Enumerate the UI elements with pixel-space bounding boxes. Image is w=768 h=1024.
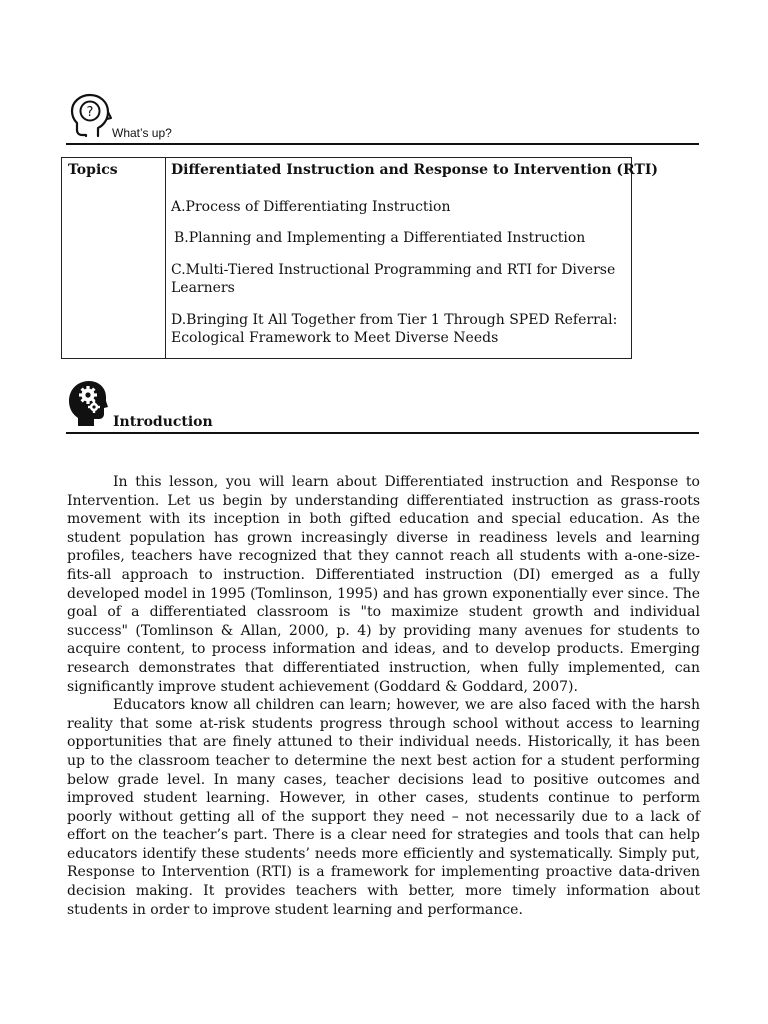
whatsup-label: What’s up? <box>112 126 172 140</box>
paragraph-2: Educators know all children can learn; however, we are also faced with the harsh reality that some at-risk students progress through school without access to learning opportunities that are finely attuned to their individual needs. Historically, it has been up to the classroom teacher to determine the next best action for a student performing below grade level. In many cases, teacher decisions lead to positive outcomes and improved student learning. However, in other cases, students continue to perform poorly without getting all of the support they need – not necessarily due to a lack of effort on the teacher’s part. There is a clear need for strategies and tools that can help educators identify these students’ needs more efficiently and systematically. Simply put, Response to Intervention (RTI) is a framework for implementing proactive data-driven decision making. It provides teachers with better, more timely information about students in order to improve student learning and performance. <box>67 697 700 918</box>
topic-item-c: C.Multi-Tiered Instructional Programming and RTI for Diverse Learners <box>171 262 616 296</box>
topic-item-b: B.Planning and Implementing a Differentiated Instruction <box>174 230 586 246</box>
head-gears-icon <box>68 379 108 427</box>
head-question-icon <box>68 92 112 138</box>
table-column-divider <box>165 158 166 358</box>
topic-item-d: D.Bringing It All Together from Tier 1 Through SPED Referral: Ecological Framework to Meet Diverse Needs <box>171 312 618 346</box>
topic-item-a: A.Process of Differentiating Instruction <box>171 199 451 215</box>
topics-title: Differentiated Instruction and Response to Intervention (RTI) <box>171 162 659 178</box>
introduction-heading: Introduction <box>113 414 213 430</box>
introduction-body <box>67 473 700 919</box>
svg-text:?: ? <box>86 105 94 120</box>
topics-table <box>61 157 659 359</box>
section-divider-top <box>66 143 699 145</box>
paragraph-1: In this lesson, you will learn about Differentiated instruction and Response to Intervention. Let us begin by understanding differentiated instruction as grass-roots movement with its inception in both gifted education and special education. As the student population has grown increasingly diverse in readiness levels and learning profiles, teachers have recognized that they cannot reach all students with a-one-size-fits-all approach to instruction. Differentiated instruction (DI) emerged as a fully developed model in 1995 (Tomlinson, 1995) and has grown exponentially ever since. The goal of a differentiated classroom is "to maximize student growth and individual success" (Tomlinson & Allan, 2000, p. 4) by providing many avenues for students to acquire content, to process information and ideas, and to develop products. Emerging research demonstrates that differentiated instruction, when fully implemented, can significantly improve student achievement (Goddard & Goddard, 2007). <box>67 474 700 695</box>
topics-label: Topics <box>68 162 118 178</box>
section-divider-intro <box>66 432 699 434</box>
